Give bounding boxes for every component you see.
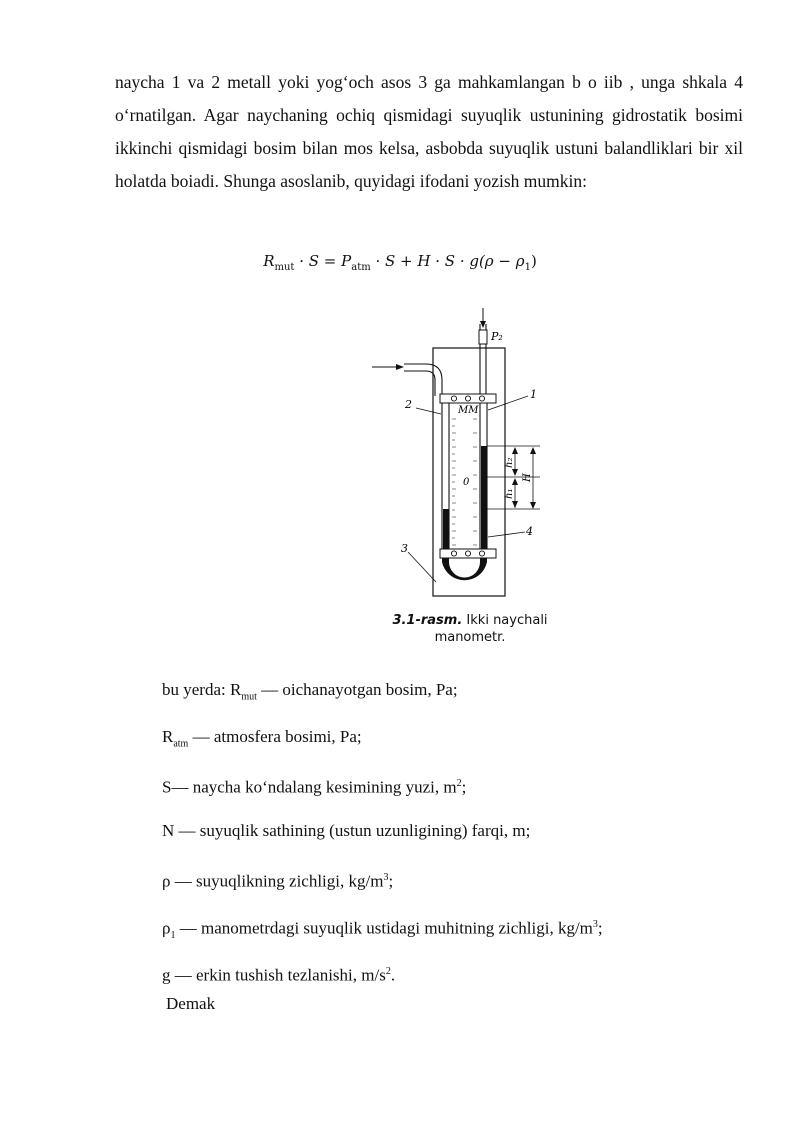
inlet-arrowhead bbox=[396, 364, 404, 370]
caption-line2: manometr. bbox=[434, 630, 506, 645]
def-text: . bbox=[390, 965, 396, 985]
body-paragraph: naycha 1 va 2 metall yoki yog‘och asos 3 ga mahkamlangan b o iib , unga shkala 4 o‘rnatilgan. Agar naychaning ochiq qismidagi suyuqlik ustunining gidrostatik bosimi ikkinchi qismidagi bosim bilan mos kelsa, asbobda suyuqlik ustuni balandliklari bir xil holatda boiadi. Shunga asoslanib, quyidagi ifodani yozish mumkin: bbox=[115, 72, 743, 191]
u-bend bbox=[442, 558, 487, 580]
def-text: ; bbox=[597, 918, 603, 938]
caption-text: Ikki naychali bbox=[462, 613, 548, 628]
liquid-right bbox=[481, 446, 487, 553]
definition-item bbox=[162, 770, 762, 798]
liquid-left bbox=[443, 509, 449, 553]
label-h: H bbox=[522, 473, 533, 482]
inlet-tube bbox=[404, 364, 442, 396]
label-p2: P₂ bbox=[491, 330, 503, 343]
def-sup: 3 bbox=[592, 919, 598, 930]
def-sub: atm bbox=[173, 738, 189, 750]
def-text: ρ — suyuqlikning zichligi, kg/m bbox=[162, 871, 384, 891]
definitions-list bbox=[162, 676, 762, 1005]
label-zero: 0 bbox=[463, 477, 470, 488]
def-sub: mut bbox=[241, 691, 257, 703]
def-text: — manometrdagi suyuqlik ustidagi muhitning zichligi, kg/m bbox=[175, 918, 593, 938]
definition-item bbox=[162, 676, 762, 704]
eq-p-sub: atm bbox=[351, 262, 371, 273]
definition-item bbox=[162, 958, 762, 986]
def-text: S— naycha ko‘ndalang kesimining yuzi, m bbox=[162, 777, 457, 797]
def-text: ρ bbox=[162, 918, 171, 938]
definition-item bbox=[162, 817, 762, 845]
def-sup: 2 bbox=[385, 966, 391, 977]
def-text: ; bbox=[461, 777, 467, 797]
definition-item bbox=[162, 864, 762, 892]
def-text: — atmosfera bosimi, Pa; bbox=[188, 727, 362, 746]
label-1: 1 bbox=[530, 388, 537, 401]
def-sup: 3 bbox=[383, 872, 389, 883]
label-h1: h₁ bbox=[504, 488, 515, 499]
manometer-diagram bbox=[360, 304, 560, 604]
label-4: 4 bbox=[526, 525, 533, 538]
eq-mid1: · S = bbox=[294, 252, 342, 270]
equation bbox=[0, 252, 800, 273]
eq-mid2: · S + H · S · g(ρ − ρ bbox=[370, 252, 525, 270]
def-text: bu yerda: R bbox=[162, 680, 242, 699]
caption-number: 3.1-rasm. bbox=[392, 613, 463, 628]
def-text: g — erkin tushish tezlanishi, m/s bbox=[162, 965, 386, 985]
def-text: — oichanayotgan bosim, Pa; bbox=[256, 680, 458, 699]
eq-r-sub: mut bbox=[274, 262, 295, 273]
def-text: ; bbox=[388, 871, 394, 891]
def-text: N — suyuqlik sathining (ustun uzunligining) farqi, m; bbox=[162, 821, 531, 840]
definition-item bbox=[162, 911, 762, 942]
def-text: R bbox=[162, 727, 174, 746]
label-3: 3 bbox=[401, 542, 408, 555]
definition-item bbox=[162, 723, 762, 751]
conclusion-text: Demak bbox=[166, 994, 216, 1013]
def-sup: 2 bbox=[456, 778, 462, 789]
label-2: 2 bbox=[405, 398, 412, 411]
figure-caption bbox=[350, 612, 590, 646]
eq-p: P bbox=[341, 252, 352, 270]
def-sub: 1 bbox=[170, 930, 176, 942]
label-h2: h₂ bbox=[504, 457, 515, 468]
label-mm: MM bbox=[458, 405, 479, 416]
top-fitting bbox=[479, 330, 487, 344]
eq-rho-sub: 1 bbox=[524, 262, 531, 273]
eq-r: R bbox=[263, 252, 275, 270]
eq-end: ) bbox=[530, 252, 537, 270]
